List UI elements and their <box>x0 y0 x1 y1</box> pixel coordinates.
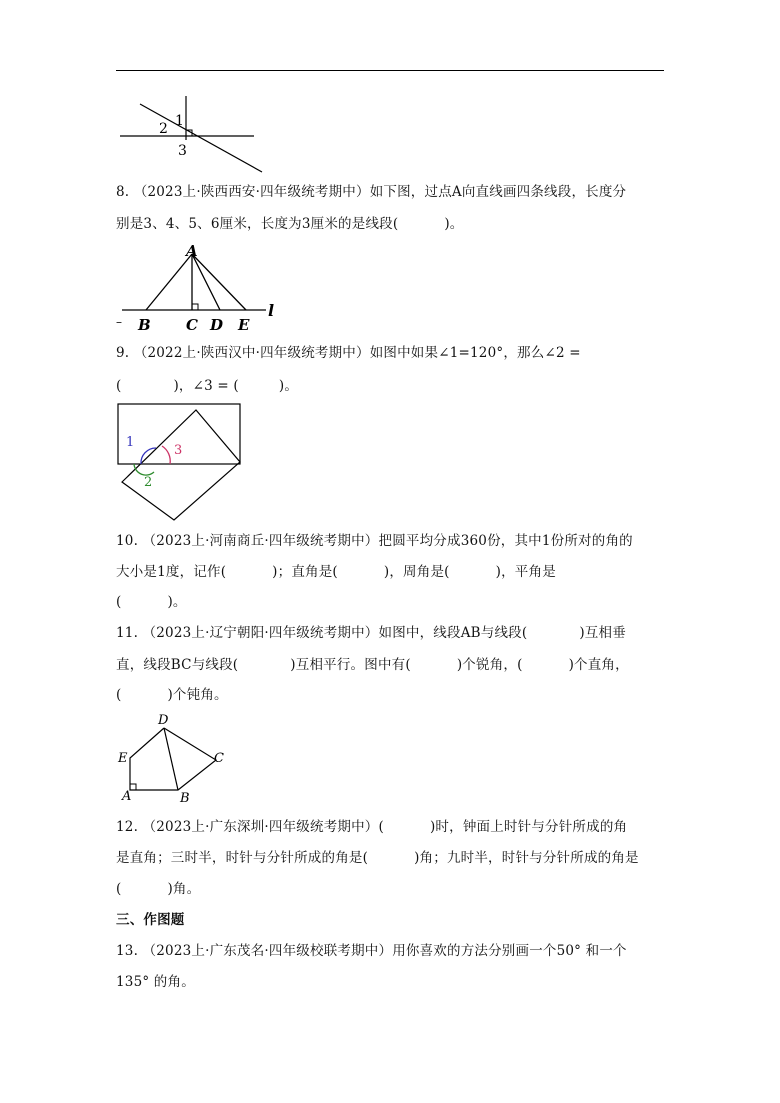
fig11-point-d: D <box>158 713 169 728</box>
fig11-point-e: E <box>118 751 128 766</box>
q11-line3: ( )个钝角。 <box>116 687 228 703</box>
fig8-point-b: B <box>138 316 151 334</box>
header-rule <box>116 70 664 71</box>
q9-line2: ( )，∠3 = ( )。 <box>116 378 299 394</box>
fig11-point-c: C <box>214 751 224 766</box>
section-title: 三、作图题 <box>116 912 185 928</box>
fig7-label-1: 1 <box>175 113 184 129</box>
fig8-tick: – <box>116 315 122 329</box>
fig7-label-2: 2 <box>159 121 168 137</box>
q13-line2: 135° 的角。 <box>116 974 195 990</box>
q10-line3: ( )。 <box>116 594 187 610</box>
fig9-label-2: 2 <box>144 475 153 490</box>
fig9-label-1: 1 <box>126 435 135 450</box>
q12-line2: 是直角；三时半，时针与分针所成的角是( )角；九时半，时针与分针所成的角是 <box>116 850 639 866</box>
figure-q11 <box>116 710 236 806</box>
figure-q9 <box>116 402 246 522</box>
fig8-point-a: A <box>186 242 198 260</box>
q10-line2: 大小是1度，记作( )；直角是( )，周角是( )，平角是 <box>116 564 556 580</box>
q12-line1: 12. （2023上·广东深圳·四年级统考期中）( )时，钟面上时针与分针所成的角 <box>116 819 628 835</box>
q8-line2: 别是3、4、5、6厘米，长度为3厘米的是线段( )。 <box>116 216 464 232</box>
fig11-point-a: A <box>122 789 132 804</box>
fig8-point-e: E <box>238 316 250 334</box>
fig7-label-3: 3 <box>178 143 187 159</box>
q12-line3: ( )角。 <box>116 881 201 897</box>
q9-line1: 9. （2022上·陕西汉中·四年级统考期中）如图中如果∠1=120°，那么∠2 = <box>116 345 581 361</box>
q13-line1: 13. （2023上·广东茂名·四年级校联考期中）用你喜欢的方法分别画一个50° 和一个 <box>116 943 627 959</box>
fig8-point-d: D <box>210 316 224 334</box>
q11-line1: 11. （2023上·辽宁朝阳·四年级统考期中）如图中，线段AB与线段( )互相垂 <box>116 625 626 641</box>
fig9-label-3: 3 <box>174 443 183 458</box>
q11-line2: 直，线段BC与线段( )互相平行。图中有( )个锐角，( )个直角， <box>116 657 629 673</box>
figure-q7 <box>116 92 256 176</box>
fig8-line-label: l <box>268 301 275 320</box>
q10-line1: 10. （2023上·河南商丘·四年级统考期中）把圆平均分成360份，其中1份所对的角的 <box>116 533 633 549</box>
fig8-point-c: C <box>186 316 198 334</box>
figure-q8 <box>116 244 286 336</box>
q8-line1: 8. （2023上·陕西西安·四年级统考期中）如下图，过点A向直线画四条线段，长度分 <box>116 184 627 200</box>
fig11-point-b: B <box>180 791 190 806</box>
